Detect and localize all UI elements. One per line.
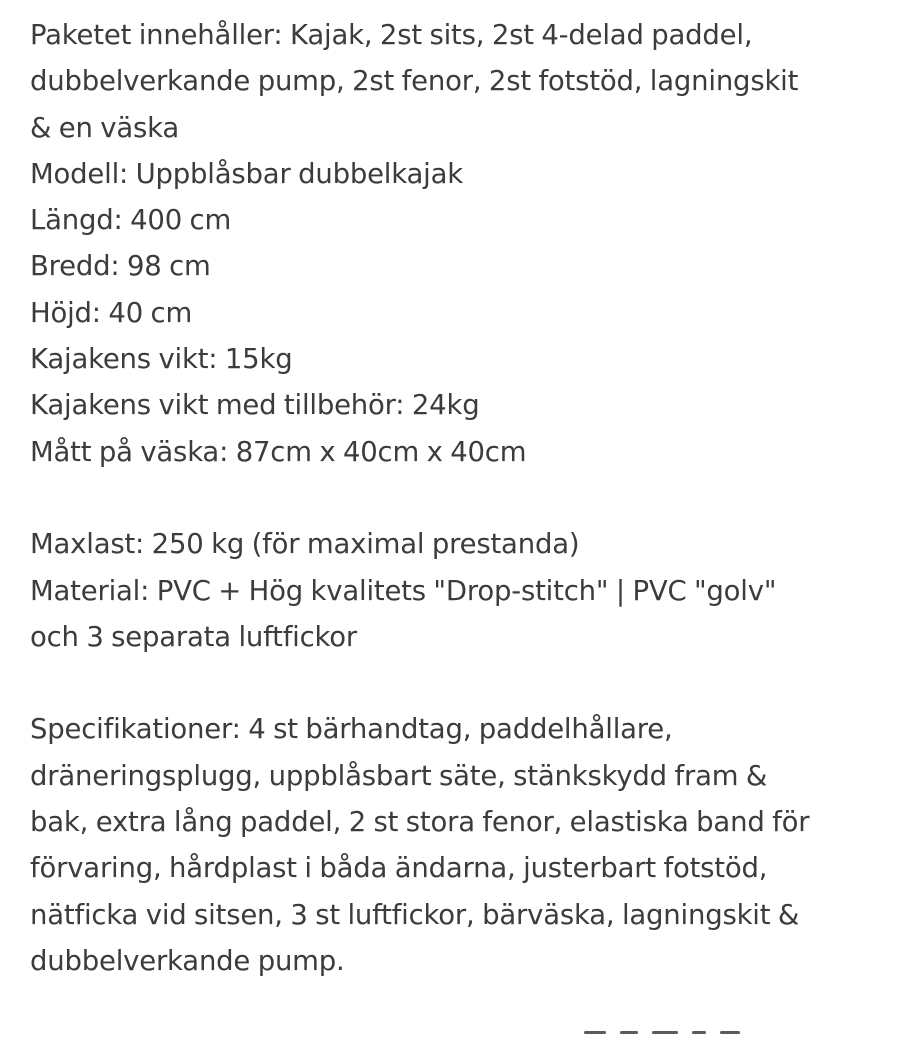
- height-line: Höjd: 40 cm: [30, 296, 193, 329]
- weight-with-accessories-line: Kajakens vikt med tillbehör: 24kg: [30, 389, 480, 422]
- text-line: nätficka vid sitsen, 3 st luftfickor, bärväska, lagningskit &: [30, 898, 800, 931]
- text-line: och 3 separata luftfickor: [30, 620, 358, 653]
- bag-dimensions-line: Mått på väska: 87cm x 40cm x 40cm: [30, 435, 527, 468]
- text-line: dubbelverkande pump, 2st fenor, 2st fotstöd, lagningskit: [30, 65, 799, 98]
- text-line: dubbelverkande pump.: [30, 944, 345, 977]
- package-contents-paragraph: [30, 12, 890, 475]
- paragraph-gap: [30, 660, 890, 706]
- max-load-line: Maxlast: 250 kg (för maximal prestanda): [30, 528, 580, 561]
- model-line: Modell: Uppblåsbar dubbelkajak: [30, 157, 463, 190]
- text-line: förvaring, hårdplast i båda ändarna, justerbart fotstöd,: [30, 852, 768, 885]
- paragraph-gap: [30, 475, 890, 521]
- specifications-paragraph: [30, 706, 890, 984]
- product-description: [30, 12, 890, 984]
- cropped-text-fragment: [30, 1021, 890, 1039]
- specifications-line: Specifikationer: 4 st bärhandtag, paddelhållare,: [30, 713, 673, 746]
- weight-line: Kajakens vikt: 15kg: [30, 343, 293, 376]
- length-line: Längd: 400 cm: [30, 204, 232, 237]
- text-line: dräneringsplugg, uppblåsbart säte, stänkskydd fram &: [30, 759, 768, 792]
- width-line: Bredd: 98 cm: [30, 250, 211, 283]
- text-line: Paketet innehåller: Kajak, 2st sits, 2st 4-delad paddel,: [30, 19, 753, 51]
- text-line: & en väska: [30, 111, 180, 144]
- load-material-paragraph: [30, 521, 890, 660]
- material-line: Material: PVC + Hög kvalitets "Drop-stitch" | PVC "golv": [30, 574, 777, 607]
- text-line: bak, extra lång paddel, 2 st stora fenor, elastiska band för: [30, 806, 810, 839]
